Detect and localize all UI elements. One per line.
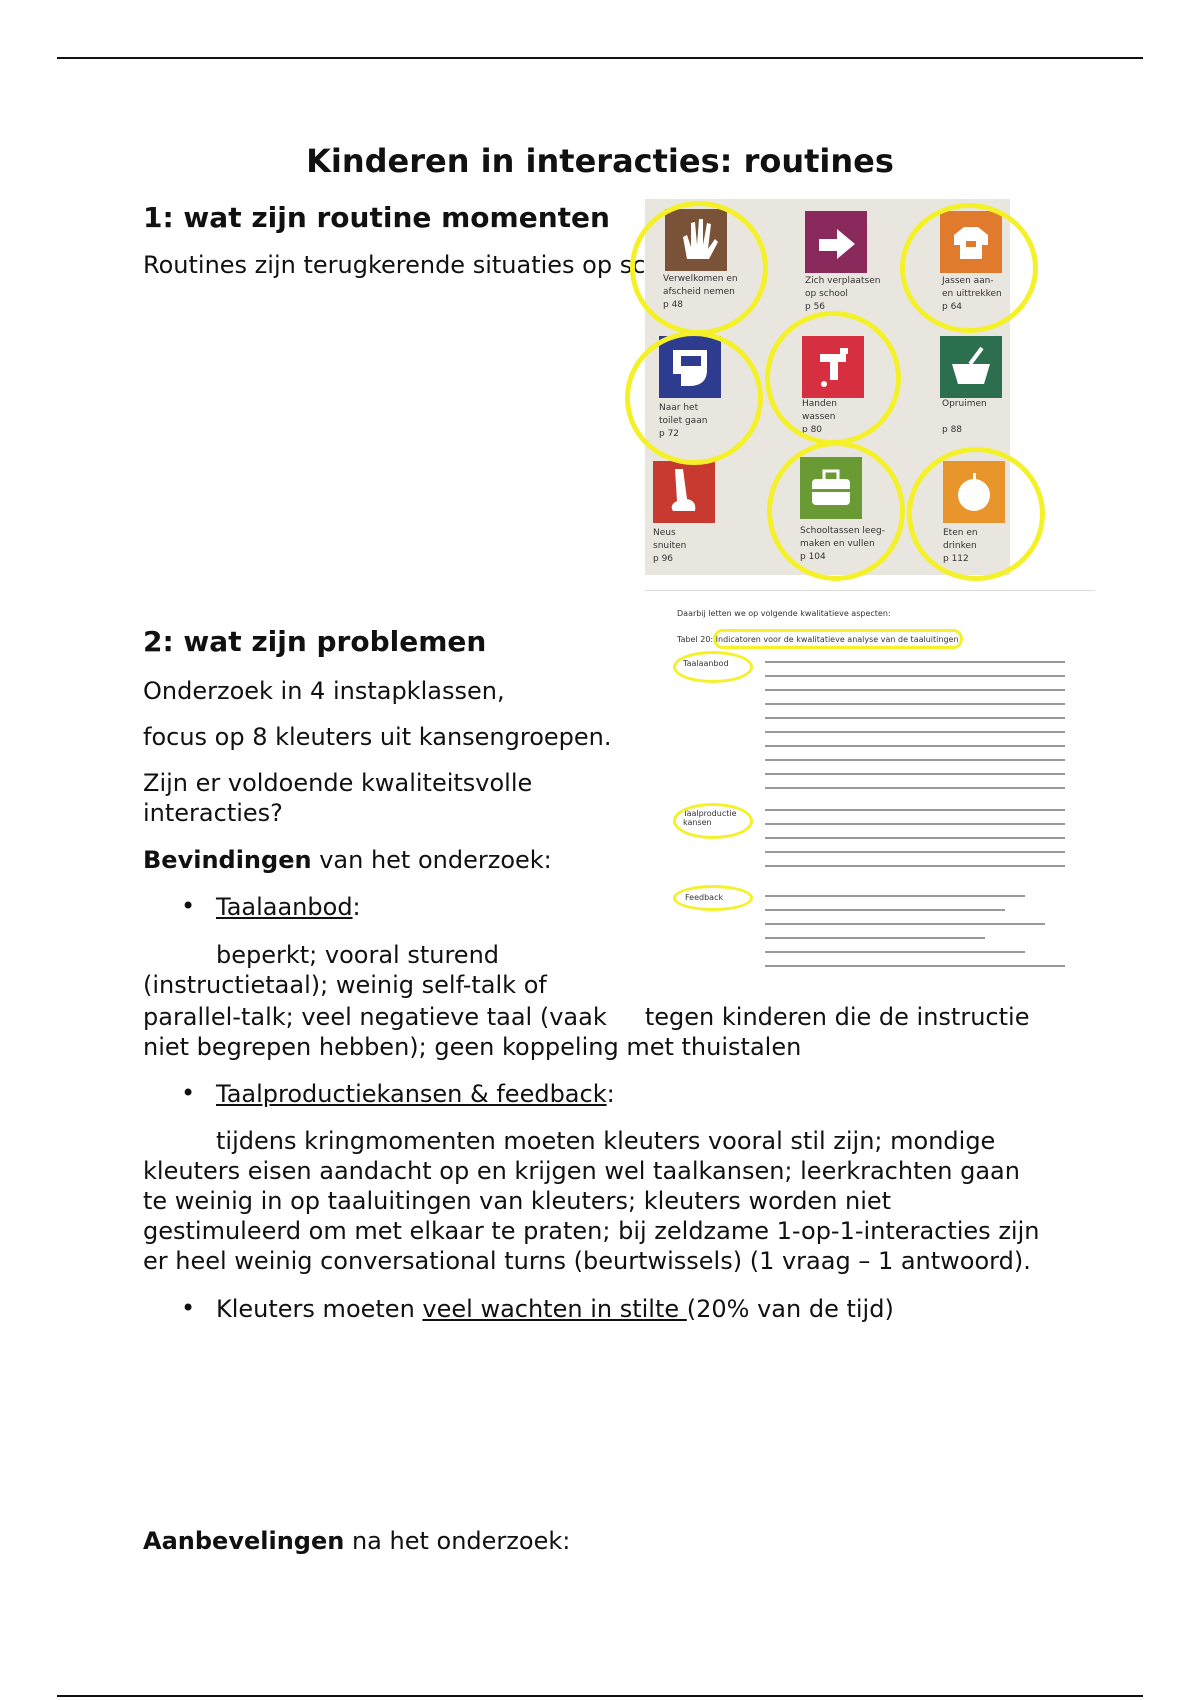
paragraph: focus op 8 kleuters uit kansengroepen. bbox=[143, 723, 612, 751]
section1-heading: 1: wat zijn routine momenten bbox=[143, 201, 610, 234]
pictogram-label-4: Naar het toilet gaan p 72 bbox=[659, 403, 708, 439]
paragraph: er heel weinig conversational turns (beurtwissels) (1 vraag – 1 antwoord). bbox=[143, 1247, 1031, 1275]
findings-rest: van het onderzoek: bbox=[311, 846, 552, 874]
pictogram-label-2: Zich verplaatsen op school p 56 bbox=[805, 276, 881, 312]
bullet-dot: • bbox=[181, 892, 196, 920]
arrow-icon bbox=[805, 211, 867, 273]
scan-row-taalproductiekansen: Taalproductie kansen bbox=[683, 809, 737, 827]
pictogram-label-7: Neus snuiten p 96 bbox=[653, 528, 687, 564]
paragraph: Zijn er voldoende kwaliteitsvolle bbox=[143, 769, 533, 797]
pictogram-label-3: Jassen aan- en uittrekken p 64 bbox=[942, 276, 1002, 312]
highlight-ring bbox=[630, 201, 768, 335]
bullet-dot: • bbox=[181, 1079, 196, 1107]
bullet-taalaanbod bbox=[216, 892, 361, 922]
routine-pictograms-image bbox=[645, 199, 1010, 575]
paragraph: gestimuleerd om met elkaar te praten; bij zeldzame 1-op-1-interacties zijn bbox=[143, 1217, 1040, 1245]
bullet1-label: Taalaanbod bbox=[216, 893, 353, 921]
scan-caption: Tabel 20: Indicatoren voor de kwalitatieve analyse van de taaluitingen bbox=[677, 635, 959, 644]
recommend-rest: na het onderzoek: bbox=[344, 1527, 571, 1555]
section1-text: Routines zijn terugkerende situaties op sc bbox=[143, 251, 646, 279]
nose-icon bbox=[653, 461, 715, 523]
paragraph: niet begrepen hebben); geen koppeling met thuistalen bbox=[143, 1033, 802, 1061]
pictogram-label-6: Opruimen p 88 bbox=[942, 399, 987, 435]
paragraph: te weinig in op taaluitingen van kleuters; kleuters worden niet bbox=[143, 1187, 892, 1215]
bullet2-label: Taalproductiekansen & feedback bbox=[216, 1080, 607, 1108]
bullet-wachten bbox=[216, 1294, 894, 1324]
recommendations-line bbox=[143, 1526, 570, 1556]
highlight-ring bbox=[900, 203, 1038, 333]
bullet3-underlined: veel wachten in stilte bbox=[422, 1295, 687, 1323]
highlight-ring bbox=[767, 441, 905, 581]
basket-icon bbox=[940, 336, 1002, 398]
paragraph: (instructietaal); weinig self-talk of bbox=[143, 971, 547, 999]
bullet-taalproductiekansen bbox=[216, 1079, 615, 1109]
findings-line bbox=[143, 845, 552, 875]
paragraph: beperkt; vooral sturend bbox=[216, 941, 500, 969]
bullet1-colon: : bbox=[352, 893, 361, 921]
scan-row-taalaanbod: Taalaanbod bbox=[683, 659, 729, 668]
row-highlight bbox=[673, 803, 753, 839]
row-highlight bbox=[673, 651, 753, 683]
pictogram-label-1: Verwelkomen en afscheid nemen p 48 bbox=[663, 274, 738, 310]
scan-row-feedback: Feedback bbox=[685, 893, 724, 902]
bullet-dot: • bbox=[181, 1294, 196, 1322]
paragraph: Onderzoek in 4 instapklassen, bbox=[143, 677, 505, 705]
bullet3-pre: Kleuters moeten bbox=[216, 1295, 423, 1323]
pictogram-label-8: Schooltassen leeg- maken en vullen p 104 bbox=[800, 526, 885, 562]
indicator-table-scan bbox=[645, 590, 1095, 981]
highlight-ring bbox=[907, 447, 1045, 581]
paragraph: parallel-talk; veel negatieve taal (vaak tegen kinderen die de instructie bbox=[143, 1003, 1030, 1031]
highlight-ring bbox=[625, 331, 763, 465]
paragraph: kleuters eisen aandacht op en krijgen wel taalkansen; leerkrachten gaan bbox=[143, 1157, 1020, 1185]
scan-intro: Daarbij letten we op volgende kwalitatieve aspecten: bbox=[677, 609, 891, 618]
bottom-rule bbox=[57, 1695, 1143, 1697]
row-highlight bbox=[673, 885, 753, 911]
findings-bold: Bevindingen bbox=[143, 846, 312, 874]
section2-heading: 2: wat zijn problemen bbox=[143, 625, 487, 658]
highlight-ring bbox=[765, 311, 901, 445]
top-rule bbox=[57, 57, 1143, 59]
page-title: Kinderen in interacties: routines bbox=[306, 142, 894, 180]
recommend-bold: Aanbevelingen bbox=[143, 1527, 345, 1555]
paragraph: tijdens kringmomenten moeten kleuters vooral stil zijn; mondige bbox=[216, 1127, 996, 1155]
bullet3-post: (20% van de tijd) bbox=[686, 1295, 894, 1323]
bullet2-colon: : bbox=[606, 1080, 615, 1108]
caption-highlight bbox=[713, 629, 963, 649]
pictogram-label-5: Handen wassen p 80 bbox=[802, 399, 837, 435]
paragraph: interacties? bbox=[143, 799, 283, 827]
pictogram-label-9: Eten en drinken p 112 bbox=[943, 528, 978, 564]
